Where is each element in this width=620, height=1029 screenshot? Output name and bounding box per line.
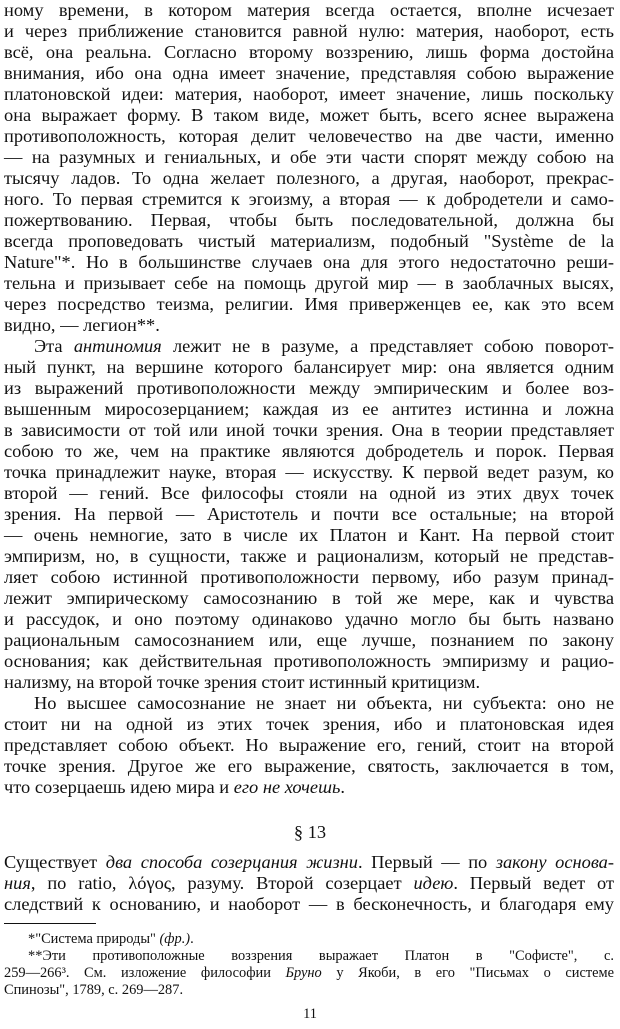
emphasis-text: два способа созерцания жизни xyxy=(105,852,358,872)
footnote-divider xyxy=(4,923,96,924)
text-span: , по ratio, λόγος, разуму. Второй созерцает xyxy=(30,873,414,893)
text-line: зрения. На первой — Аристотель и почти все остальные; на второй xyxy=(4,504,614,524)
text-line xyxy=(4,873,614,894)
footnote-2-line: **Эти противоположные воззрения выражает Платон в "Софисте", с. xyxy=(28,948,614,964)
text-line xyxy=(34,336,614,357)
page-number: 11 xyxy=(303,1006,317,1022)
footnote-marker: * xyxy=(28,931,36,947)
emphasis-text: идею xyxy=(413,873,454,893)
text-line: вышенным миросозерцанием; каждая из ее антитез истинна и ложна xyxy=(4,399,614,419)
text-line: представляет собою объект. Но выражение его, гений, стоит на второй xyxy=(4,735,614,755)
text-line: ляет собою истинной противоположности первому, ибо разум принад- xyxy=(4,567,614,587)
text-span: . Первый ведет от xyxy=(453,873,615,893)
text-line: из выражений противоположности между эмпирическим и более воз- xyxy=(4,378,614,398)
text-line: она выражает форму. В таком виде, может быть, всего яснее выражена xyxy=(4,105,614,125)
emphasis-text: его не хочешь xyxy=(233,777,341,797)
section-heading: § 13 xyxy=(293,822,327,842)
footnote-2-line xyxy=(4,965,614,982)
text-line: видно, — легион**. xyxy=(4,315,160,335)
text-span: лежит не в разуме, а представляет собою поворот- xyxy=(161,336,614,356)
text-span: . Первый — по xyxy=(357,852,496,872)
text-line: через посредство теизма, религии. Имя приверженцев ее, как это всем xyxy=(4,294,614,314)
text-line: всё, она реальна. Согласно второму воззрению, лишь форма достойна xyxy=(4,42,614,62)
text-line: второй — гений. Все философы стояли на одной из этих двух точек xyxy=(4,483,614,503)
text-line: точке зрения. Другое же его выражение, святость, заключается в том, xyxy=(4,756,614,776)
text-span: Существует xyxy=(4,852,106,872)
emphasis-text: закону основа- xyxy=(495,852,614,872)
text-line: лежит эмпирическому самосознанию в той же мере, как и чувства xyxy=(4,588,614,608)
text-line: ного. То первая стремится к эгоизму, а вторая — к добродетели и само- xyxy=(4,189,614,209)
text-line xyxy=(4,852,614,873)
text-line: рациональным самосознанием или, еще лучше, познанием по закону xyxy=(4,630,614,650)
text-line: противоположность, которая делит человечество на две части, именно xyxy=(4,126,614,146)
text-line: стоит ни на одной из этих точек зрения, ибо и платоновская идея xyxy=(4,714,614,734)
emphasis-text: ния xyxy=(4,873,31,893)
text-line: пожертвованию. Первая, чтобы быть последовательной, должна бы xyxy=(4,210,614,230)
text-span: . xyxy=(190,931,194,947)
text-line: ному времени, в котором материя всегда остается, вполне исчезает xyxy=(4,0,614,20)
text-line: собою то же, чем на практике являются добродетель и порок. Первая xyxy=(4,441,614,461)
text-span: у Якоби, в его "Письмах о системе xyxy=(321,965,614,981)
text-line: ный пункт, на вершине которого балансирует мир: она является одним xyxy=(4,357,614,377)
emphasis-text: (фр.) xyxy=(159,931,191,947)
text-line: внимания, ибо она одна имеет значение, представляя собою выражение xyxy=(4,63,614,83)
text-span: Эта xyxy=(34,336,74,356)
text-line: тельна и призывает себе на помощь другой мир — в заоблачных высях, xyxy=(4,273,614,293)
text-line: тысячу ладов. То одна желает полезного, а другая, наоборот, прекрас- xyxy=(4,168,614,188)
text-span: . xyxy=(340,777,345,797)
text-line: — на разумных и гениальных, и обе эти части спорят между собою на xyxy=(4,147,614,167)
text-line: — очень немногие, зато в числе их Платон и Кант. На первой стоит xyxy=(4,525,614,545)
text-line: Nature"*. Но в большинстве случаев она для этого недостаточно реши- xyxy=(4,252,614,272)
text-line: платоновской идеи: материя, наоборот, имеет значение, лишь поскольку xyxy=(4,84,614,104)
text-line: и через приближение становится равной нулю: материя, наоборот, есть xyxy=(4,21,614,41)
emphasis-text: антиномия xyxy=(73,336,162,356)
text-line: нализму, на второй точке зрения стоит истинный критицизм. xyxy=(4,672,481,692)
text-line: следствий к основанию, и наоборот — в бесконечность, и благодаря ему xyxy=(4,894,614,914)
text-line: в зависимости от той или иной точки зрения. Она в теории представляет xyxy=(4,420,614,440)
text-span: что созерцаешь идею мира и xyxy=(4,777,234,797)
text-line xyxy=(4,777,614,798)
footnote-2-line: Спинозы", 1789, с. 269—287. xyxy=(4,982,184,998)
text-line: Но высшее самосознание не знает ни объекта, ни субъекта: оно не xyxy=(34,693,614,713)
text-span: "Система природы" xyxy=(35,931,160,947)
text-line: и рассудок, и оно поэтому одинаково удачно могло бы быть названо xyxy=(4,609,614,629)
text-line: основания; как действительная противоположность эмпиризму и рацио- xyxy=(4,651,614,671)
text-line: всегда проповедовать чистый материализм, подобный "Système de la xyxy=(4,231,614,251)
text-span: 259—266³. См. изложение философии xyxy=(4,965,286,981)
footnote-1 xyxy=(28,931,614,948)
text-line: эмпиризм, но, в сущности, также и рационализм, который не представ- xyxy=(4,546,614,566)
text-line: точка принадлежит науке, вторая — искусству. К первой ведет разум, ко xyxy=(4,462,614,482)
emphasis-text: Бруно xyxy=(285,965,322,981)
